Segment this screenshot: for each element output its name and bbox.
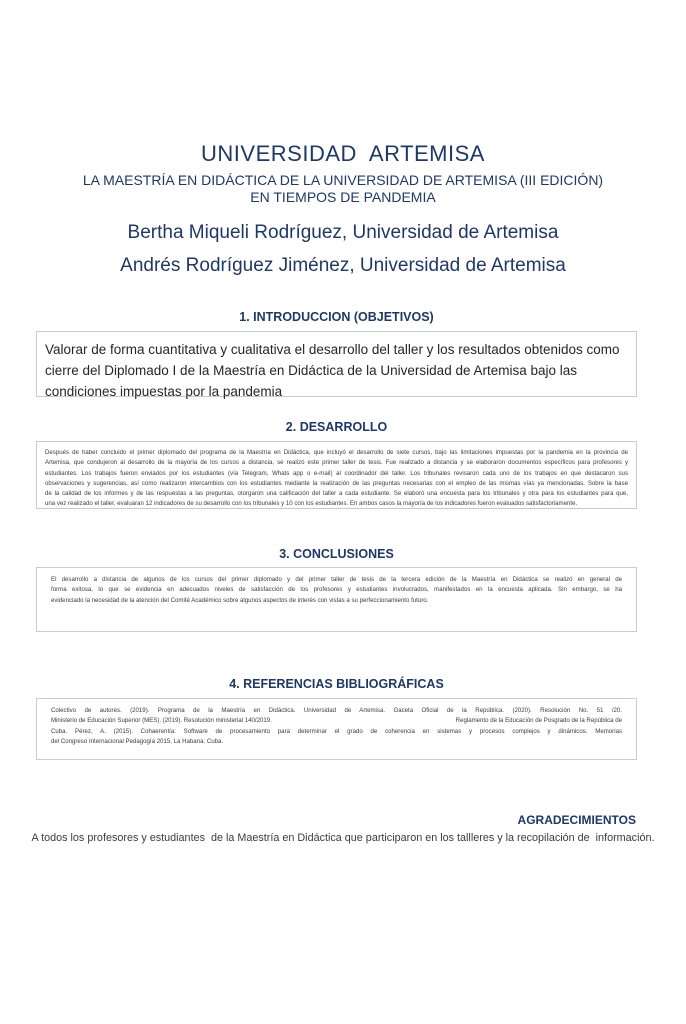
text-line: Artemisa, que condujeron al desarrollo de la mayoría de los cursos a distancia, se realizó este primer taller de tesis. Fue realizado a distancia y se elaboraron documentos específicos para profesores y — [45, 459, 628, 467]
text-line: Cuba. Pérez, A. (2015). Cohaerentía: Software de procesamiento para determinar el grado de coherencia en sistemas y procesos complejos y dinámicos. Memorias — [51, 727, 622, 735]
desarrollo-box — [36, 441, 637, 509]
section-heading-conclusiones: 3. CONCLUSIONES — [279, 547, 394, 561]
text-line: de la calidad de los informes y de las respuestas a las preguntas, otorgaron una calificación del taller a cada estudiante. Se elaboró una encuesta para los tribunales y otra para los estudiantes para que, — [45, 490, 628, 498]
text-line: una vez realizado el taller, evaluaran 12 indicadores de su desarrollo con los tribunales y 10 con los estudiantes. En ambos casos la mayoría de los indicadores fueron evaluados satisfactoriamente. — [45, 500, 578, 508]
subtitle-line-2: EN TIEMPOS DE PANDEMIA — [250, 189, 436, 205]
author-block — [0, 216, 686, 282]
section-heading-referencias: 4. REFERENCIAS BIBLIOGRÁFICAS — [229, 677, 444, 691]
text-line: evidenciado la necesidad de la atención del Comité Académico sobre algunos aspectos de interés con vistas a su perfeccionamiento futuro. — [51, 596, 429, 604]
text-line: El desarrollo a distancia de algunos de los cursos del primer diplomado y del primer taller de tesis de la tercera edición de la Maestría en Didáctica se realizó en general de — [51, 576, 622, 583]
section-heading-desarrollo: 2. DESARROLLO — [285, 420, 388, 434]
text-line: Después de haber concluido el primer diplomado del programa de la Maestría en Didáctica, que incluyó el desarrollo de siete cursos, bajo las limitaciones impuestas por la pandemia en la provincia de — [45, 449, 628, 456]
introduction-text: Valorar de forma cuantitativa y cualitativa el desarrollo del taller y los resultados obtenidos como cierre del Diplomado I de la Maestría en Didáctica de la Universidad de Artemisa bajo las condiciones impuestas por la pandemia — [45, 342, 620, 399]
introduction-box — [36, 331, 637, 397]
section-heading-introduction: 1. INTRODUCCION (OBJETIVOS) — [239, 310, 434, 324]
conclusiones-box — [36, 567, 637, 632]
text-line: observaciones y sugerencias, así como realizaron intercambios con los estudiantes mediante la realización de las preguntas necesarias con el empleo de las mismas vías ya mencionadas. Sobre la base — [45, 479, 628, 487]
text-line: forma exitosa, lo que se evidencia en adecuados niveles de satisfacción de los profesores y estudiantes involucrados, manifestados en la encuesta aplicada. Sin embargo, se ha — [51, 586, 622, 594]
author-line: Bertha Miqueli Rodríguez, Universidad de Artemisa — [127, 222, 559, 243]
text-line: Ministerio de Educación Superior (MES). (2019). Resolución ministerial 140/2019. Reglamento de la Educación de Posgrado de la República de — [51, 717, 622, 725]
agradecimientos-text: A todos los profesores y estudiantes de la Maestría en Didáctica que participaron en los tallleres y la recopilación de información. — [31, 832, 655, 844]
text-line: del Congreso Internacional Pedagogía 2015, La Habana: Cuba. — [51, 737, 224, 745]
page-subtitle — [15, 172, 671, 206]
referencias-box — [36, 698, 637, 760]
author-line: Andrés Rodríguez Jiménez, Universidad de Artemisa — [120, 255, 566, 276]
text-line: estudiantes. Los trabajos fueron enviados por los estudiantes (vía Telegram, Whats app o e-mail) al coordinador del taller. Los tribunales revisaron cada uno de los trabajos en que destacaron sus — [45, 469, 628, 477]
agradecimientos-heading: AGRADECIMIENTOS — [517, 813, 636, 827]
text-line: Colectivo de autores. (2019). Programa de la Maestría en Didáctica. Universidad de Artemisa. Gaceta Oficial de la República. (2020). Resolución No. 51 /20. — [51, 707, 622, 714]
page-title: UNIVERSIDAD ARTEMISA — [201, 141, 485, 166]
subtitle-line-1: LA MAESTRÍA EN DIDÁCTICA DE LA UNIVERSIDAD DE ARTEMISA (III EDICIÓN) — [82, 172, 604, 188]
